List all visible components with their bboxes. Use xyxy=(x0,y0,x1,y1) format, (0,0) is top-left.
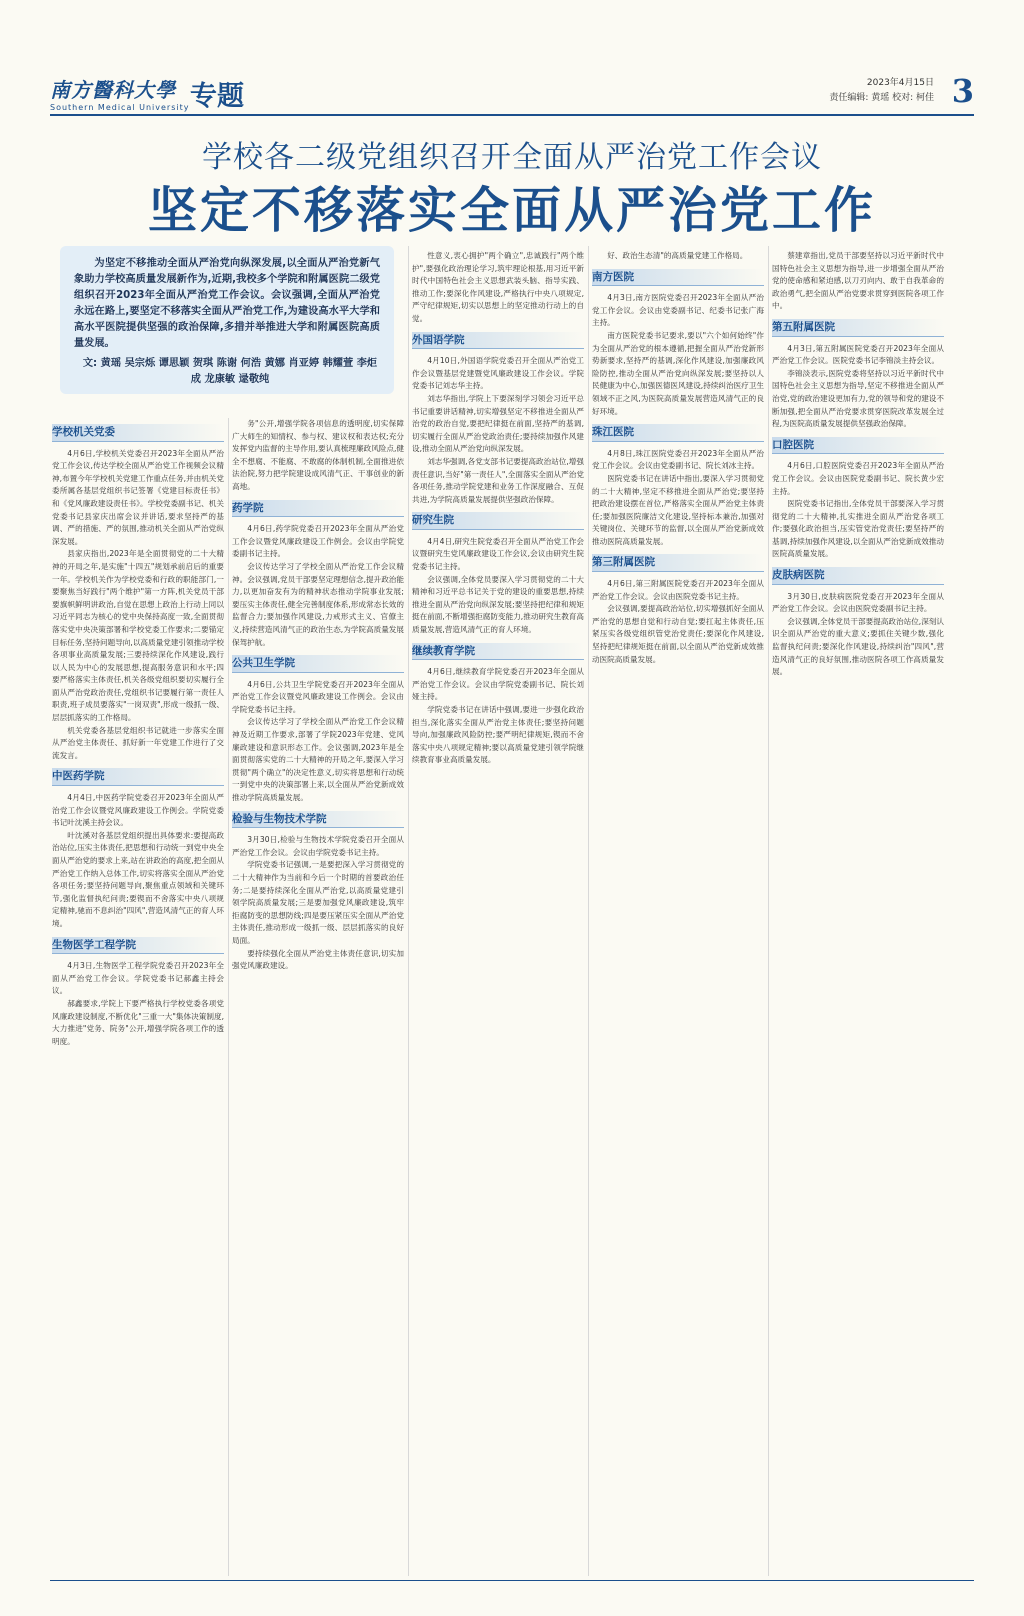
paragraph: 会议传达学习了学校全面从严治党工作会议精神及近期工作要求,部署了学院2023年党建、党风廉政建设和意识形态工作。会议强调,2023年是全面贯彻落实党的二十大精神的开局之年,要深入学习贯彻"两个确立"的决定性意义,切实将思想和行动统一到党中央的决策部署上来,以全面从严治党新成效推动学院高质量发展。 xyxy=(232,717,404,803)
paragraph: 会议传达学习了学校全面从严治党工作会议精神。会议强调,党员干部要坚定理想信念,提升政治能力,以更加奋发有为的精神状态推动学院事业发展;要压实主体责任,健全完善制度体系,形成常态长效的监督合力;要加强作风建设,力戒形式主义、官僚主义,持续营造风清气正的政治生态,为学院高质量发展保驾护航。 xyxy=(232,561,404,647)
paragraph: 刘志华强调,各党支部书记要提高政治站位,增强责任意识,当好"第一责任人",全面落实全面从严治党各项任务,推动学院党建和业务工作深度融合、互促共进,为学院高质量发展提供坚强政治保障。 xyxy=(412,456,584,504)
paragraph: 叶沈溪对各基层党组织提出具体要求:要提高政治站位,压实主体责任,把思想和行动统一到党中央全面从严治党的要求上来,站在讲政治的高度,把全面从严治党工作纳入总体工作,切实将落实全面从严治党各项任务;要坚持问题导向,聚焦重点领域和关键环节,强化监督执纪问责;要锲而不舍落实中央八项规定精神,驰而不息纠治"四风",营造风清气正的育人环境。 xyxy=(52,830,224,928)
paragraph: 4月4日,研究生院党委召开全面从严治党工作会议暨研究生党风廉政建设工作会议,会议由研究生院党委书记主持。 xyxy=(412,536,584,572)
issue-info xyxy=(829,76,934,106)
paragraph: 4月8日,珠江医院党委召开2023年全面从严治党工作会议。会议由党委副书记、院长刘冰主持。 xyxy=(592,448,764,471)
column-5 xyxy=(772,250,944,1578)
masthead xyxy=(50,72,974,116)
paragraph: 李锦淡表示,医院党委将坚持以习近平新时代中国特色社会主义思想为指导,坚定不移推进全面从严治党,党的政治建设更加有力,党的领导和党的建设不断加强,把全面从严治党要求贯穿医院改革发展全过程,为医院高质量发展提供坚强政治保障。 xyxy=(772,368,944,429)
paragraph: 会议强调,全体党员要深入学习贯彻党的二十大精神和习近平总书记关于党的建设的重要思想,持续推进全面从严治党向纵深发展;要坚持把纪律和规矩挺在前面,不断增强拒腐防变能力,推动研究生教育高质量发展,营造风清气正的育人环境。 xyxy=(412,574,584,635)
section-heading: 研究生院 xyxy=(412,512,584,530)
paragraph: 4月6日,第三附属医院党委召开2023年全面从严治党工作会议。会议由医院党委书记主持。 xyxy=(592,579,764,601)
paragraph: 4月10日,外国语学院党委召开全面从严治党工作会议暨基层党建暨党风廉政建设工作会议。学院党委书记刘志华主持。 xyxy=(412,356,584,391)
paragraph: 务"公开,增强学院各项信息的透明度,切实保障广大师生的知情权、参与权、建议权和表达权;充分发挥党内监督的主导作用,要认真梳理廉政风险点,健全不想腐、不能腐、不敢腐的体制机制,全面推进依法治院,努力把学院建设成风清气正、干事创业的新高地。 xyxy=(232,419,404,491)
section-heading: 公共卫生学院 xyxy=(232,655,404,673)
section-heading: 药学院 xyxy=(232,500,404,518)
paragraph: 郝鑫要求,学院上下要严格执行学校党委各项党风廉政建设制度,不断优化"三重一大"集体决策制度,大力推进"党务、院务"公开,增强学院各项工作的透明度。 xyxy=(52,998,224,1046)
column-divider xyxy=(768,246,769,1576)
paragraph: 会议强调,全体党员干部要提高政治站位,深刻认识全面从严治党的重大意义;要抓住关键少数,强化监督执纪问责;要深化作风建设,持续纠治"四风",营造风清气正的良好氛围,推动医院各项工作高质量发展。 xyxy=(772,616,944,677)
issue-date: 2023年4月15日 xyxy=(866,78,934,88)
editors-line: 责任编辑: 黄瑶 校对: 柯佳 xyxy=(829,93,934,103)
paragraph: 性意义,衷心拥护"两个确立",忠诚践行"两个维护",要强化政治理论学习,筑牢理论根基,用习近平新时代中国特色社会主义思想武装头脑、指导实践、推动工作;要深化作风建设,严格执行中央八项规定,严守纪律规矩,切实以思想上的坚定推动行动上的自觉。 xyxy=(412,251,584,323)
column-divider xyxy=(408,246,409,1576)
section-heading: 第三附属医院 xyxy=(592,554,764,572)
paragraph: 4月3日,生物医学工程学院党委召开2023年全面从严治党工作会议。学院党委书记郝鑫主持会议。 xyxy=(52,961,224,996)
paragraph: 要持续强化全面从严治党主体责任意识,切实加强党风廉政建设。 xyxy=(232,948,404,971)
paragraph: 4月3日,南方医院党委召开2023年全面从严治党工作会议。会议由党委副书记、纪委书记张广海主持。 xyxy=(592,293,764,328)
paragraph: 3月30日,检验与生物技术学院党委召开全面从严治党工作会议。会议由学院党委书记主持。 xyxy=(232,835,404,857)
column-3 xyxy=(412,250,584,1578)
paragraph: 4月3日,第五附属医院党委召开2023年全面从严治党工作会议。医院党委书记李锦淡主持会议。 xyxy=(772,343,944,366)
paragraph: 4月6日,学校机关党委召开2023年全面从严治党工作会议,传达学校全面从严治党工作视频会议精神,布置今年学校机关党建工作重点任务,并由机关党委所属各基层党组织书记签署《党建目标责任书》和《党风廉政建设责任书》。学校党委副书记、机关党委书记县家庆出席会议并讲话,要求坚持严的基调、严的措施、严的氛围,推动机关全面从严治党纵深发展。 xyxy=(52,448,224,546)
section-heading: 外国语学院 xyxy=(412,332,584,350)
paragraph: 4月6日,公共卫生学院党委召开2023年全面从严治党工作会议暨党风廉政建设工作例会。会议由学院党委书记主持。 xyxy=(232,679,404,714)
paragraph: 3月30日,皮肤病医院党委召开2023年全面从严治党工作会议。会议由医院党委副书记主持。 xyxy=(772,591,944,614)
author-line: 文: 黄瑶 吴宗烁 谭思颖 贺琪 陈谢 何浩 黄娜 肖亚婷 韩耀萱 李炬成 龙康敏 逯敬纯 xyxy=(82,358,378,385)
section-heading: 南方医院 xyxy=(592,269,764,287)
section-heading: 中医药学院 xyxy=(52,768,224,786)
paragraph: 4月6日,继续教育学院党委召开2023年全面从严治党工作会议。会议由学院党委副书记、院长刘娅主持。 xyxy=(412,667,584,702)
column-divider xyxy=(588,246,589,1576)
section-heading: 生物医学工程学院 xyxy=(52,937,224,955)
paragraph: 县家庆指出,2023年是全面贯彻党的二十大精神的开局之年,是实施"十四五"规划承前启后的重要一年。学校机关作为学校党委和行政的职能部门,一要聚焦当好践行"两个维护"第一方阵,机关党员干部要旗帜鲜明讲政治,自觉在思想上政治上行动上同以习近平同志为核心的党中央保持高度一致,全面贯彻落实党中央决策部署和学校党委工作要求;二要锚定目标任务,坚持问题导向,以高质量党建引领推动学校各项事业高质量发展;三要持续深化作风建设,践行以人民为中心的发展思想,提高服务意识和水平;四要严格落实主体责任,机关各级党组织要切实履行全面从严治党政治责任,党组织书记要履行第一责任人职责,班子成员要落实"一岗双责",形成一级抓一级、层层抓落实的工作格局。 xyxy=(52,549,224,723)
section-heading: 检验与生物技术学院 xyxy=(232,811,404,829)
paragraph: 会议强调,要提高政治站位,切实增强抓好全面从严治党的思想自觉和行动自觉;要扛起主体责任,压紧压实各级党组织管党治党责任;要深化作风建设,坚持把纪律规矩挺在前面,以全面从严治党新成效推动医院高质量发展。 xyxy=(592,604,764,664)
paragraph: 医院党委书记在讲话中指出,要深入学习贯彻党的二十大精神,坚定不移推进全面从严治党;要坚持把政治建设摆在首位,严格落实全面从严治党主体责任;要加强医院廉洁文化建设,坚持标本兼治,加强对关键岗位、关键环节的监督,以全面从严治党新成效推动医院高质量发展。 xyxy=(592,473,764,546)
section-heading: 学校机关党委 xyxy=(52,424,224,442)
article-subtitle: 学校各二级党组织召开全面从严治党工作会议 xyxy=(202,140,822,175)
intro-text: 为坚定不移推动全面从严治党向纵深发展,以全面从严治党新气象助力学校高质量发展新作为,近期,我校多个学院和附属医院二级党组织召开2023年全面从严治党工作会议。会议强调,全面从严治党永远在路上,要坚定不移落实全面从严治党工作,为建设高水平大学和高水平医院提供坚强的政治保障,多措并举推进大学和附属医院高质量发展。 xyxy=(74,258,380,349)
column-1 xyxy=(52,418,224,1578)
section-heading: 珠江医院 xyxy=(592,424,764,442)
university-logo xyxy=(50,74,189,112)
paragraph: 学院党委书记在讲话中强调,要进一步强化政治担当,深化落实全面从严治党主体责任;要坚持问题导向,加强廉政风险防控;要严明纪律规矩,锲而不舍落实中央八项规定精神;要以高质量党建引领学院继续教育事业高质量发展。 xyxy=(412,705,584,765)
paragraph: 刘志华指出,学院上下要深刻学习领会习近平总书记重要讲话精神,切实增强坚定不移推进全面从严治党的政治自觉,要把纪律挺在前面,坚持严的基调,切实履行全面从严治党政治责任;要持续加强作风建设,推动全面从严治党向纵深发展。 xyxy=(412,393,584,454)
article-title: 坚定不移落实全面从严治党工作 xyxy=(147,181,876,239)
paragraph: 医院党委书记指出,全体党员干部要深入学习贯彻党的二十大精神,扎实推进全面从严治党各项工作;要强化政治担当,压实管党治党责任;要坚持严的基调,持续加强作风建设,以全面从严治党新成效推动医院高质量发展。 xyxy=(772,499,944,559)
logo-chinese: 南方醫科大學 xyxy=(50,78,176,102)
paragraph: 好、政治生态清"的高质量党建工作格局。 xyxy=(607,251,748,260)
logo-english: Southern Medical University xyxy=(50,103,190,112)
paragraph: 蔡建章指出,党员干部要坚持以习近平新时代中国特色社会主义思想为指导,进一步增强全面从严治党的使命感和紧迫感,以刀刃向内、敢于自我革命的政治勇气,把全面从严治党要求贯穿到医院各项工作中。 xyxy=(772,251,944,311)
paragraph: 4月6日,药学院党委召开2023年全面从严治党工作会议暨党风廉政建设工作例会。会议由学院党委副书记主持。 xyxy=(232,524,404,559)
section-heading: 继续教育学院 xyxy=(412,643,584,661)
paragraph: 机关党委各基层党组织书记就进一步落实全面从严治党主体责任、抓好新一年党建工作进行了交流发言。 xyxy=(52,725,224,760)
paragraph: 4月4日,中医药学院党委召开2023年全面从严治党工作会议暨党风廉政建设工作例会。学院党委书记叶沈溪主持会议。 xyxy=(52,793,224,828)
column-4 xyxy=(592,250,764,1578)
section-heading: 口腔医院 xyxy=(772,437,944,455)
page-number: 3 xyxy=(951,72,974,110)
section-title: 专题 xyxy=(190,81,244,112)
column-divider xyxy=(228,418,229,1576)
paragraph: 南方医院党委书记要求,要以"六个如何始终"作为全面从严治党的根本遵循,把握全面从严治党新形势新要求,坚持严的基调,深化作风建设,加强廉政风险防控,推动全面从严治党向纵深发展;要坚持以人民健康为中心,加强医德医风建设,持续纠治医疗卫生领域不正之风,为医院高质量发展营造风清气正的良好环境。 xyxy=(592,330,764,416)
section-heading: 第五附属医院 xyxy=(772,319,944,337)
section-heading: 皮肤病医院 xyxy=(772,567,944,585)
paragraph: 学院党委书记强调,一是要把深入学习贯彻党的二十大精神作为当前和今后一个时期的首要政治任务;二是要持续深化全面从严治党,以高质量党建引领学院高质量发展;三是要加强党风廉政建设,筑牢拒腐防变的思想防线;四是要压紧压实全面从严治党主体责任,推动形成一级抓一级、层层抓落实的良好局面。 xyxy=(232,860,404,945)
page-bottom-rule xyxy=(50,1580,974,1581)
column-2 xyxy=(232,418,404,1578)
paragraph: 4月6日,口腔医院党委召开2023年全面从严治党工作会议。会议由医院党委副书记、院长黄少宏主持。 xyxy=(772,461,944,496)
